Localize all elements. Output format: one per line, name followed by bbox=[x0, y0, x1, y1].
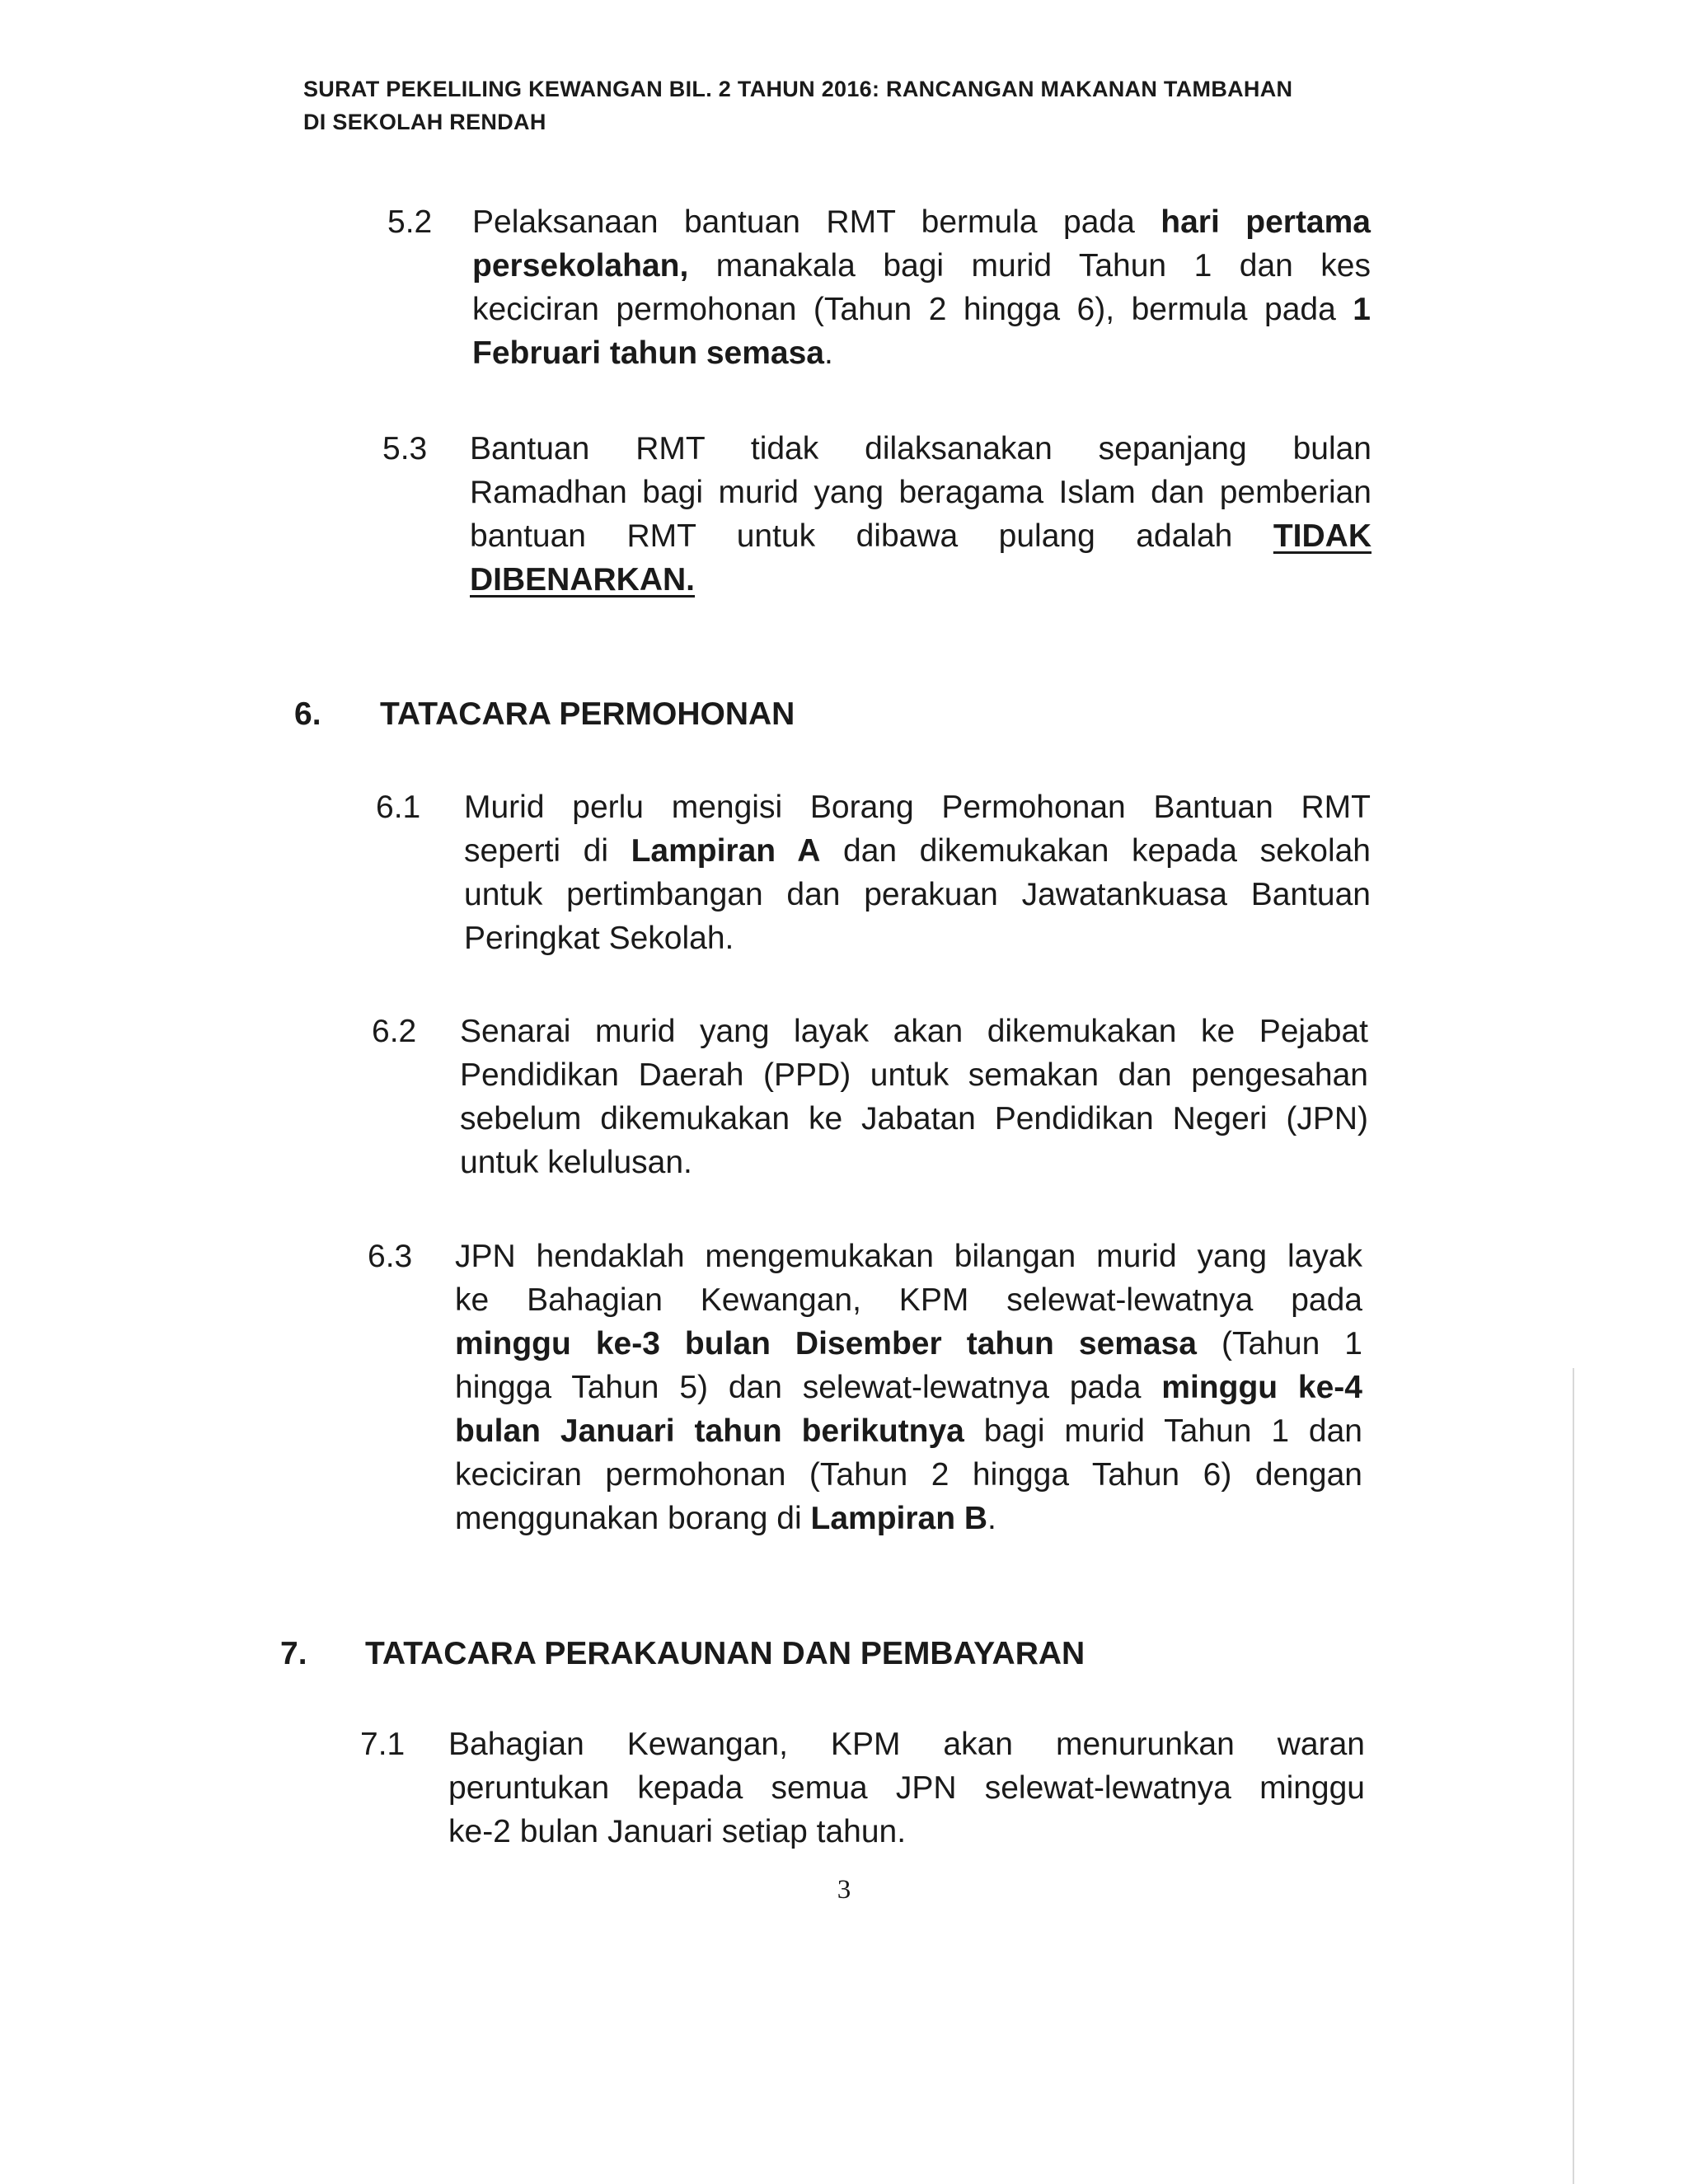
paragraph-6-1 bbox=[376, 785, 1377, 967]
paragraph-6-2 bbox=[372, 1010, 1377, 1191]
paragraph-7-1 bbox=[360, 1722, 1378, 1863]
paragraph-number: 6.2 bbox=[372, 1014, 417, 1049]
paragraph-number: 6.1 bbox=[376, 790, 421, 825]
header-line-2: DI SEKOLAH RENDAH bbox=[303, 110, 546, 134]
section-title: TATACARA PERMOHONAN bbox=[380, 696, 795, 732]
paragraph-number: 5.2 bbox=[387, 204, 433, 240]
section-heading-7 bbox=[280, 1632, 1187, 1681]
section-number: 6. bbox=[294, 696, 321, 732]
section-heading-6 bbox=[294, 692, 1036, 742]
paragraph-number: 5.3 bbox=[382, 431, 428, 466]
paragraph-number: 7.1 bbox=[360, 1727, 406, 1762]
paragraph-text: Bahagian Kewangan, KPM akan menurunkan waran peruntukan kepada semua JPN selewat-lewatnya minggu ke-2 bulan Januari setiap tahun. bbox=[448, 1727, 1365, 1849]
paragraph-text: Murid perlu mengisi Borang Permohonan Bantuan RMT seperti di Lampiran A dan dikemukakan kepada sekolah untuk pertimbangan dan perakuan Jawatankuasa Bantuan Peringkat Sekolah. bbox=[464, 790, 1371, 956]
paragraph-5-3 bbox=[382, 427, 1380, 608]
paragraph-5-2 bbox=[387, 200, 1376, 382]
section-number: 7. bbox=[280, 1636, 307, 1671]
scan-edge-line bbox=[1573, 1368, 1574, 2184]
page-number: 3 bbox=[837, 1875, 851, 1905]
paragraph-text: Pelaksanaan bantuan RMT bermula pada hari pertama persekolahan, manakala bagi murid Tahun 1 dan kes keciciran permohonan (Tahun 2 hingga 6), bermula pada 1 Februari tahun semasa. bbox=[472, 204, 1371, 371]
document-header bbox=[303, 73, 1400, 138]
paragraph-text: Senarai murid yang layak akan dikemukakan ke Pejabat Pendidikan Daerah (PPD) untuk semakan dan pengesahan sebelum dikemukakan ke Jabatan Pendidikan Negeri (JPN) untuk kelulusan. bbox=[460, 1014, 1368, 1180]
paragraph-text: JPN hendaklah mengemukakan bilangan murid yang layak ke Bahagian Kewangan, KPM selewat-lewatnya pada minggu ke-3 bulan Disember tahun semasa (Tahun 1 hingga Tahun 5) dan selewat-lewatnya pada minggu ke-4 bulan Januari tahun berikutnya bagi murid Tahun 1 dan keciciran permohonan (Tahun 2 hingga Tahun 6) dengan menggunakan borang di Lampiran B. bbox=[455, 1239, 1362, 1536]
paragraph-6-3 bbox=[368, 1235, 1377, 1556]
paragraph-number: 6.3 bbox=[368, 1239, 413, 1274]
section-title: TATACARA PERAKAUNAN DAN PEMBAYARAN bbox=[365, 1636, 1085, 1671]
header-line-1: SURAT PEKELILING KEWANGAN BIL. 2 TAHUN 2016: RANCANGAN MAKANAN TAMBAHAN bbox=[303, 77, 1293, 101]
paragraph-text: Bantuan RMT tidak dilaksanakan sepanjang bulan Ramadhan bagi murid yang beragama Islam dan pemberian bantuan RMT untuk dibawa pulang adalah TIDAK DIBENARKAN. bbox=[470, 431, 1372, 598]
